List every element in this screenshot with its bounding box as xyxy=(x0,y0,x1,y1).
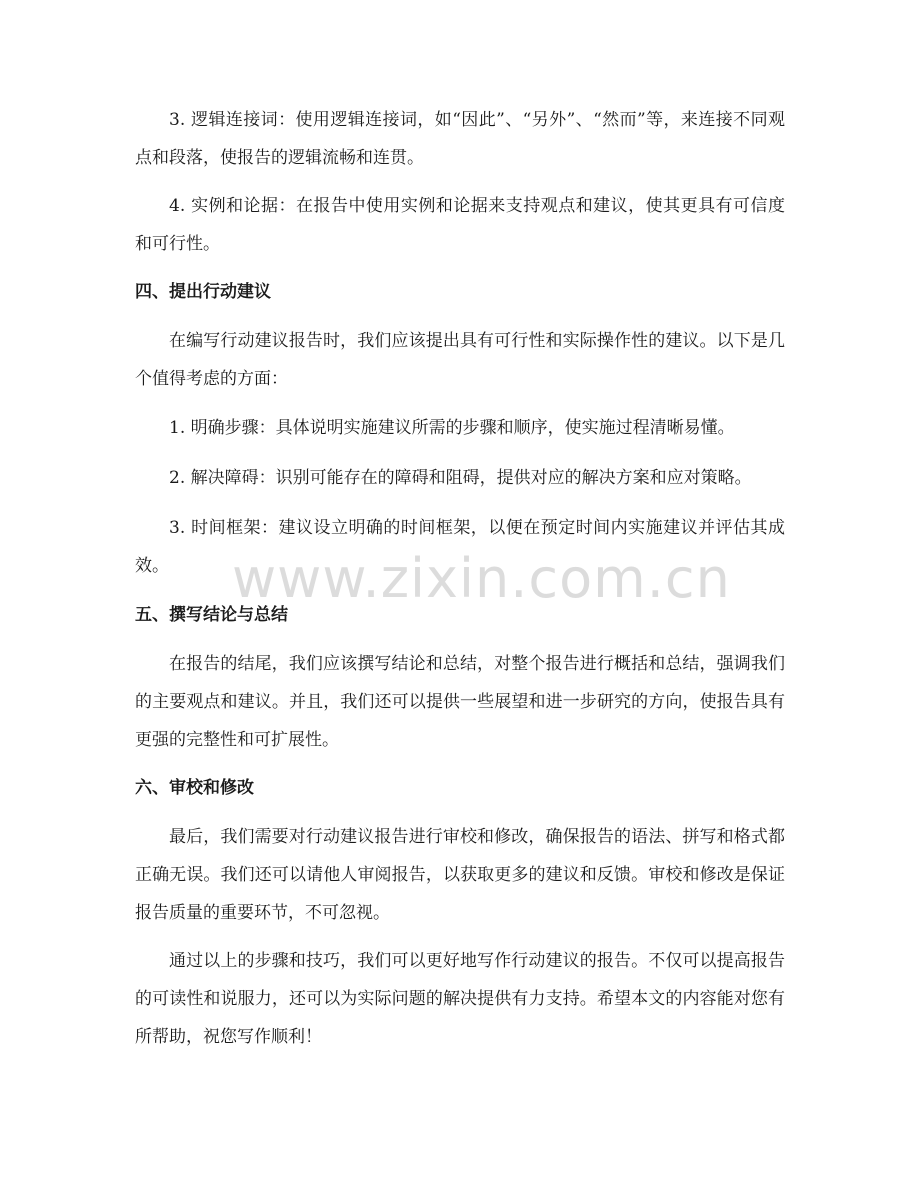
paragraph-action-intro: 在编写行动建议报告时，我们应该提出具有可行性和实际操作性的建议。以下是几个值得考虑的方面： xyxy=(135,331,785,389)
paragraph-resolve-obstacles: 2. 解决障碍：识别可能存在的障碍和阻碍，提供对应的解决方案和应对策略。 xyxy=(169,468,752,488)
watermark-text: www.zixin.com.cn xyxy=(232,547,731,610)
paragraph-examples-evidence: 4. 实例和论据：在报告中使用实例和论据来支持观点和建议，使其更具有可信度和可行性。 xyxy=(135,196,785,254)
paragraph-logic-connectors: 3. 逻辑连接词：使用逻辑连接词，如“因此”、“另外”、“然而”等，来连接不同观点和段落，使报告的逻辑流畅和连贯。 xyxy=(135,110,785,168)
paragraph-conclusion: 在报告的结尾，我们应该撰写结论和总结，对整个报告进行概括和总结，强调我们的主要观点和建议。并且，我们还可以提供一些展望和进一步研究的方向，使报告具有更强的完整性和可扩展性。 xyxy=(135,654,785,750)
paragraph-closing: 通过以上的步骤和技巧，我们可以更好地写作行动建议的报告。不仅可以提高报告的可读性和说服力，还可以为实际问题的解决提供有力支持。希望本文的内容能对您有所帮助，祝您写作顺利！ xyxy=(135,951,785,1047)
section-heading-5: 五、撰写结论与总结 xyxy=(135,605,288,625)
paragraph-time-frame: 3. 时间框架：建议设立明确的时间框架，以便在预定时间内实施建议并评估其成效。 xyxy=(135,518,785,576)
paragraph-clear-steps: 1. 明确步骤：具体说明实施建议所需的步骤和顺序，使实施过程清晰易懂。 xyxy=(169,418,735,438)
section-heading-4: 四、提出行动建议 xyxy=(135,282,271,302)
paragraph-review-revise: 最后，我们需要对行动建议报告进行审校和修改，确保报告的语法、拼写和格式都正确无误。我们还可以请他人审阅报告，以获取更多的建议和反馈。审校和修改是保证报告质量的重要环节，不可忽视。 xyxy=(135,827,785,923)
section-heading-6: 六、审校和修改 xyxy=(135,778,254,798)
